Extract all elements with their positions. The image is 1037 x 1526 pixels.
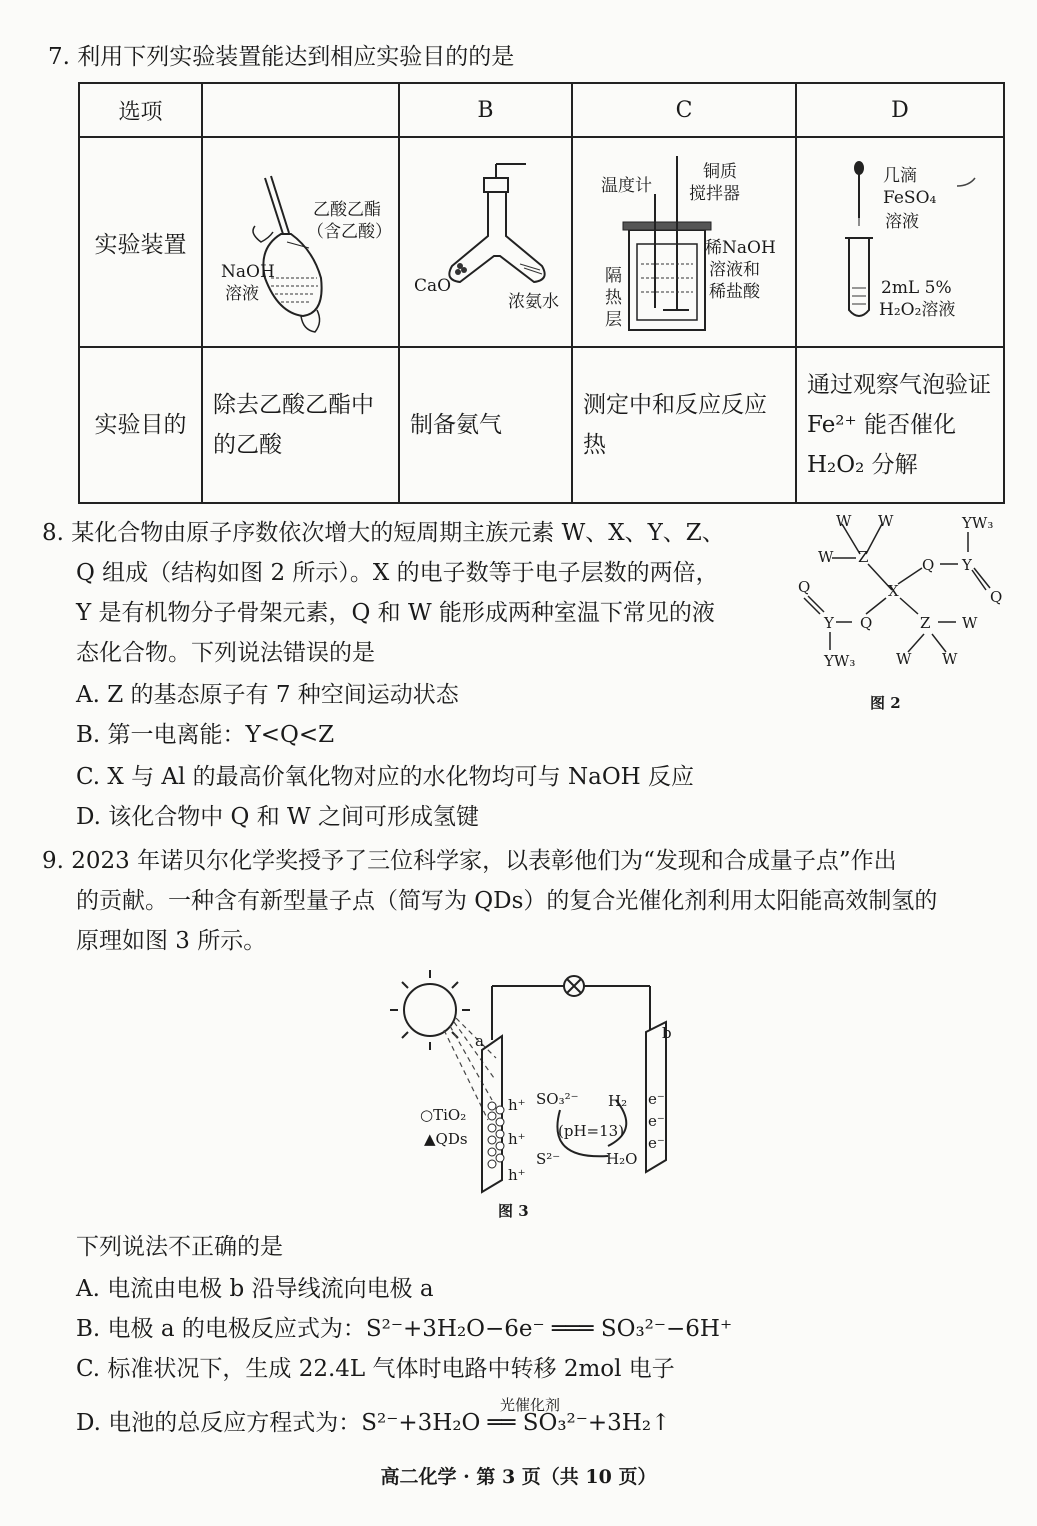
q9-option-d: D. 电池的总反应方程式为：S²⁻+3H₂O ══ SO₃²⁻+3H₂↑	[76, 1410, 671, 1436]
q8-option-c: C. X 与 Al 的最高价氧化物对应的水化物均可与 NaOH 反应	[76, 764, 695, 790]
page-footer: 高二化学 · 第 3 页（共 10 页）	[380, 1466, 657, 1488]
q8-line-3: Y 是有机物分子骨架元素，Q 和 W 能形成两种室温下常见的液	[76, 600, 715, 626]
fig2-atom-w4: W	[962, 614, 978, 632]
label-solution-and: 溶液和	[709, 260, 760, 280]
q8-option-b: B. 第一电离能：Y<Q<Z	[76, 722, 335, 748]
q7-header-b: B	[399, 83, 572, 137]
fig2-atom-y1: Y	[962, 556, 972, 574]
q9-prompt: 下列说法不正确的是	[76, 1234, 283, 1260]
label-insulation-3: 层	[605, 310, 622, 330]
fig3-label-so3: SO₃²⁻	[536, 1090, 579, 1108]
fig2-atom-x: X	[888, 582, 899, 600]
label-stirrer: 搅拌器	[689, 184, 740, 204]
fig3-label-s2: S²⁻	[536, 1150, 561, 1168]
fig2-atom-yw3-top: YW₃	[962, 514, 994, 532]
q9-option-b: B. 电极 a 的电极反应式为：S²⁻+3H₂O−6e⁻ ═══ SO₃²⁻−6H⁺	[76, 1316, 733, 1342]
fig3-label-h2o: H₂O	[606, 1150, 638, 1168]
fig2-atom-q3: Q	[990, 588, 1003, 606]
label-copper: 铜质	[703, 162, 737, 182]
q9-option-c: C. 标准状况下，生成 22.4L 气体时电路中转移 2mol 电子	[76, 1356, 675, 1382]
q9-option-a: A. 电流由电极 b 沿导线流向电极 a	[76, 1276, 434, 1302]
label-thermometer: 温度计	[601, 176, 652, 196]
fig2-atom-w2: W	[878, 512, 894, 530]
q9-line-2: 的贡献。一种含有新型量子点（简写为 QDs）的复合光催化剂利用太阳能高效制氢的	[76, 888, 938, 914]
fig3-label-hplus-1: h⁺	[508, 1096, 526, 1114]
y-tube-drawing	[400, 138, 571, 346]
label-solution-d: 溶液	[885, 212, 919, 232]
fig3-label-tio2: ○TiO₂	[420, 1106, 467, 1124]
label-cao: CaO	[414, 276, 452, 296]
q7-header-d: D	[796, 83, 1004, 137]
q7-table	[78, 82, 1005, 504]
goal-d: 通过观察气泡验证 Fe²⁺ 能否催化 H₂O₂ 分解	[796, 347, 1004, 503]
q7-row-goal-label: 实验目的	[79, 347, 202, 503]
q9-line-3: 原理如图 3 所示。	[76, 928, 267, 954]
fig3-label-h2: H₂	[608, 1092, 628, 1110]
q7-header-c: C	[572, 83, 796, 137]
apparatus-c	[572, 137, 796, 347]
label-contains-acetic-acid: （含乙酸）	[307, 222, 392, 242]
label-insulation-2: 热	[605, 288, 622, 308]
label-solution-a: 溶液	[225, 284, 259, 304]
fig3-label-hplus-3: h⁺	[508, 1166, 526, 1184]
label-dilute-naoh: 稀NaOH	[705, 238, 776, 258]
fig3-label-electron-3: e⁻	[648, 1134, 665, 1152]
fig2-atom-q4: Q	[860, 614, 873, 632]
fig2-atom-y2: Y	[824, 614, 834, 632]
apparatus-a	[202, 137, 399, 347]
q8-line-1: 8. 某化合物由原子序数依次增大的短周期主族元素 W、X、Y、Z、	[42, 520, 725, 546]
fig2-caption: 图 2	[870, 694, 901, 712]
fig2-atom-yw3-bottom: YW₃	[824, 652, 856, 670]
q9-line-1: 9. 2023 年诺贝尔化学奖授予了三位科学家，以表彰他们为“发现和合成量子点”作出	[42, 848, 897, 874]
goal-c: 测定中和反应反应热	[572, 347, 796, 503]
fig2-atom-w5: W	[896, 650, 912, 668]
label-feso4: FeSO₄	[883, 188, 937, 208]
q9-catalyst-label: 光催化剂	[500, 1396, 561, 1414]
fig2-atom-w3: W	[818, 548, 834, 566]
fig3-label-a: a	[475, 1032, 484, 1050]
goal-a: 除去乙酸乙酯中的乙酸	[202, 347, 399, 503]
fig3-label-electron-1: e⁻	[648, 1090, 665, 1108]
label-ethyl-acetate: 乙酸乙酯	[313, 200, 381, 220]
goal-b: 制备氨气	[399, 347, 572, 503]
fig3-label-hplus-2: h⁺	[508, 1130, 526, 1148]
fig2-atom-z1: Z	[858, 548, 869, 566]
label-naoh: NaOH	[221, 262, 275, 282]
apparatus-b	[399, 137, 572, 347]
label-h2o2-solution: H₂O₂溶液	[879, 300, 956, 320]
fig3-label-b: b	[662, 1024, 672, 1042]
apparatus-d	[796, 137, 1004, 347]
label-insulation-1: 隔	[605, 266, 622, 286]
q8-line-4: 态化合物。下列说法错误的是	[76, 640, 375, 666]
fig2-atom-q2: Q	[798, 578, 811, 596]
fig3-label-qds: ▲QDs	[424, 1130, 468, 1148]
q8-option-d: D. 该化合物中 Q 和 W 之间可形成氢键	[76, 804, 479, 830]
q8-line-2: Q 组成（结构如图 2 所示）。X 的电子数等于电子层数的两倍，	[76, 560, 719, 586]
q7-header-option: 选项	[79, 83, 202, 137]
fig3-label-electron-2: e⁻	[648, 1112, 665, 1130]
fig2-atom-w6: W	[942, 650, 958, 668]
q7-header-a	[202, 83, 399, 137]
fig2-atom-w1: W	[836, 512, 852, 530]
fig3-label-ph: (pH=13)	[558, 1122, 625, 1140]
label-dilute-hcl: 稀盐酸	[709, 282, 760, 302]
q8-option-a: A. Z 的基态原子有 7 种空间运动状态	[76, 682, 459, 708]
q7-stem: 7. 利用下列实验装置能达到相应实验目的的是	[48, 44, 515, 70]
fig2-atom-z2: Z	[920, 614, 931, 632]
label-conc-ammonia: 浓氨水	[508, 292, 559, 312]
label-2ml-5pct: 2mL 5%	[881, 278, 952, 298]
label-few-drops: 几滴	[883, 166, 917, 186]
fig3-caption: 图 3	[498, 1202, 529, 1220]
fig2-atom-q1: Q	[922, 556, 935, 574]
q7-row-apparatus-label: 实验装置	[79, 137, 202, 347]
